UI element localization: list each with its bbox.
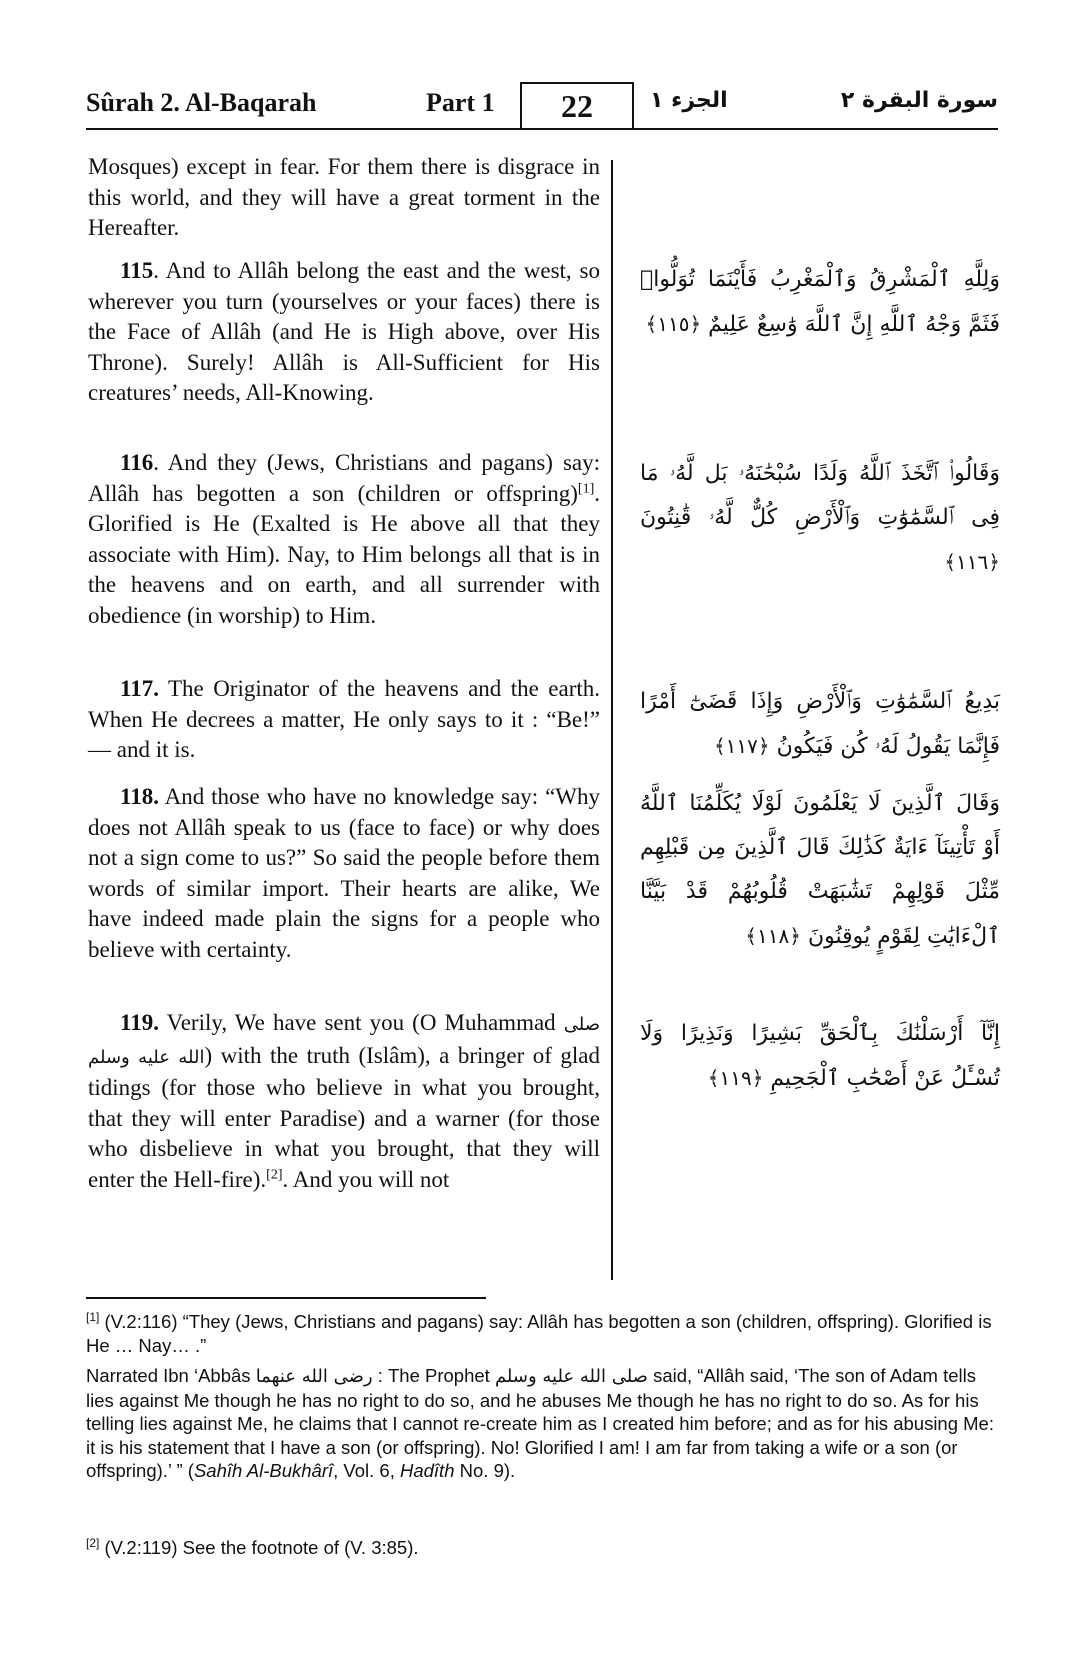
english-verse-116 [88,448,600,631]
paragraph-text: Mosques) except in fear. For them there is disgrace in this world, and they will have a great torment in the Hereafter. [88,154,600,240]
footnote-text: , Vol. 6, [333,1460,400,1481]
footnote-ref-2[interactable]: [2] [266,1166,283,1182]
arabic-verse-text: وَلِلَّهِ ٱلْمَشْرِقُ وَٱلْمَغْرِبُ فَأَيْنَمَا تُوَلُّوا۟ فَثَمَّ وَجْهُ ٱللَّهِ إِنَّ ٱللَّهَ وَٰسِعٌ عَلِيمٌ [640,267,1000,337]
verse-text: And those who have no knowledge say: “Why does not Allâh speak to us (face to face) or why does not a sign come to us?” So said the people before them words of similar import. Their hearts are alike, We have indeed made plain the signs for a people who believe with certainty. [88,784,600,962]
arabic-verse-119 [640,1012,1000,1101]
prophet-salutation-arabic: صلى الله عليه وسلم [494,1366,648,1387]
hadith-label: Hadîth [399,1460,455,1481]
english-verse-115 [88,256,600,409]
column-divider [611,160,613,1280]
arabic-verse-text: بَدِيعُ ٱلسَّمَٰوَٰتِ وَٱلْأَرْضِ وَإِذَا قَضَىٰٓ أَمْرًا فَإِنَّمَا يَقُولُ لَهُۥ كُن فَيَكُونُ [640,689,1000,759]
verse-number: 115 [120,258,154,283]
salutation-arabic: صلى الله عليه وسلم [88,1014,600,1068]
footnote-text: (V.2:119) See the footnote of (V. 3:85). [99,1537,419,1558]
arabic-verse-117 [640,680,1000,769]
verse-text: . Glorified is He (Exalted is He above all that they associate with Him). Nay, to Him belongs all that is in the heavens and on earth, and all surrender with obedience (in worship) to Him. [88,480,600,628]
verse-text: . And to Allâh belong the east and the west, so wherever you turn (yourselves or your faces) there is the Face of Allâh (and He is High above, over His Throne). Surely! Allâh is All-Sufficient for His creatures’ needs, All-Knowing. [88,258,600,405]
verse-text: . And you will not [282,1166,450,1192]
footnote-text: No. 9). [454,1460,516,1481]
arabic-verse-text: إِنَّآ أَرْسَلْنَٰكَ بِٱلْحَقِّ بَشِيرًا وَنَذِيرًا وَلَا تُسْـَٔلُ عَنْ أَصْحَٰبِ ٱلْجَحِيمِ [640,1021,1000,1091]
english-verse-119 [88,1008,600,1195]
footnote-marker: [2] [86,1535,100,1550]
footnote-rule [86,1297,486,1299]
header-rule [86,128,998,130]
footnote-2 [86,1536,998,1560]
narrator-salutation-arabic: رضى الله عنهما [255,1366,373,1387]
arabic-verse-116 [640,452,1000,585]
part-label-ar: الجزء ١ [650,88,728,113]
ayah-number-mark: ﴿١١٧﴾ [713,734,770,758]
page-number: 22 [520,82,634,128]
english-verse-117 [88,674,600,766]
verse-number: 116 [120,450,154,475]
footnote-1-narration [86,1364,998,1483]
surah-title-en: Sûrah 2. Al-Baqarah [86,88,317,117]
footnote-text: said, “Allâh said, ‘The son of Adam tells lies against Me though he has no right to do so, and he abuses Me though he has no right to do so. As for his telling lies against Me, he claims that I cannot re-create him as I created him before; and as for his abusing Me: it is his statement that I have a son (or offspring). No! Glorified I am! I am far from taking a wife or a son (or offspring).’ ” ( [86,1365,994,1481]
footnote-marker: [1] [86,1309,100,1324]
verse-text: The Originator of the heavens and the earth. When He decrees a matter, He only says to it : “Be!” — and it is. [88,676,600,762]
footnote-text: Narrated Ibn ‘Abbâs [86,1365,256,1386]
footnote-text: (V.2:116) “They (Jews, Christians and pagans) say: Allâh has begotten a son (children, offspring). Glorified is He … Nay… .” [86,1311,992,1356]
english-paragraph-continued [88,152,600,244]
part-label-en: Part 1 [426,88,495,117]
footnote-1 [86,1310,998,1357]
arabic-verse-text: وَقَالُوا۟ ٱتَّخَذَ ٱللَّهُ وَلَدًا سُبْحَٰنَهُۥ بَل لَّهُۥ مَا فِى ٱلسَّمَٰوَٰتِ وَٱلْأَرْضِ كُلٌّ لَّهُۥ قَٰنِتُونَ [640,461,1000,530]
ayah-number-mark: ﴿١١٨﴾ [745,924,801,948]
verse-number: 119. [120,1010,159,1035]
verse-text: Verily, We have sent you (O Muhammad [158,1010,564,1035]
verse-number: 118. [120,784,159,809]
verse-text: . And they (Jews, Christians and pagans) say: Allâh has begotten a son (children or offspring) [88,450,600,506]
ayah-number-mark: ﴿١١٩﴾ [707,1066,764,1090]
page-header [86,78,998,134]
verse-number: 117. [120,676,159,701]
arabic-verse-text: وَقَالَ ٱلَّذِينَ لَا يَعْلَمُونَ لَوْلَا يُكَلِّمُنَا ٱللَّهُ أَوْ تَأْتِينَآ ءَايَةٌ كَذَٰلِكَ قَالَ ٱلَّذِينَ مِن قَبْلِهِم مِّثْلَ قَوْلِهِمْ تَشَٰبَهَتْ قُلُوبُهُمْ قَدْ بَيَّنَّا ٱلْءَايَٰتِ لِقَوْمٍ يُوقِنُونَ [640,791,1000,949]
book-title: Sahîh Al-Bukhârî [193,1460,334,1481]
surah-title-ar: سورة البقرة ٢ [840,88,998,113]
footnote-ref-1[interactable]: [1] [577,480,595,496]
verse-text: ) with the truth (Islâm), a bringer of glad tidings (for those who believe in what you brought, that they will enter Paradise) and a warner (for those who disbelieve in what you brought, that they will enter the Hell-fire). [88,1042,600,1192]
arabic-verse-118 [640,782,1000,959]
ayah-number-mark: ﴿١١٦﴾ [944,550,1000,574]
ayah-number-mark: ﴿١١٥﴾ [645,312,702,336]
arabic-verse-115 [640,258,1000,347]
english-verse-118 [88,782,600,965]
footnote-text: : The Prophet [372,1365,495,1386]
